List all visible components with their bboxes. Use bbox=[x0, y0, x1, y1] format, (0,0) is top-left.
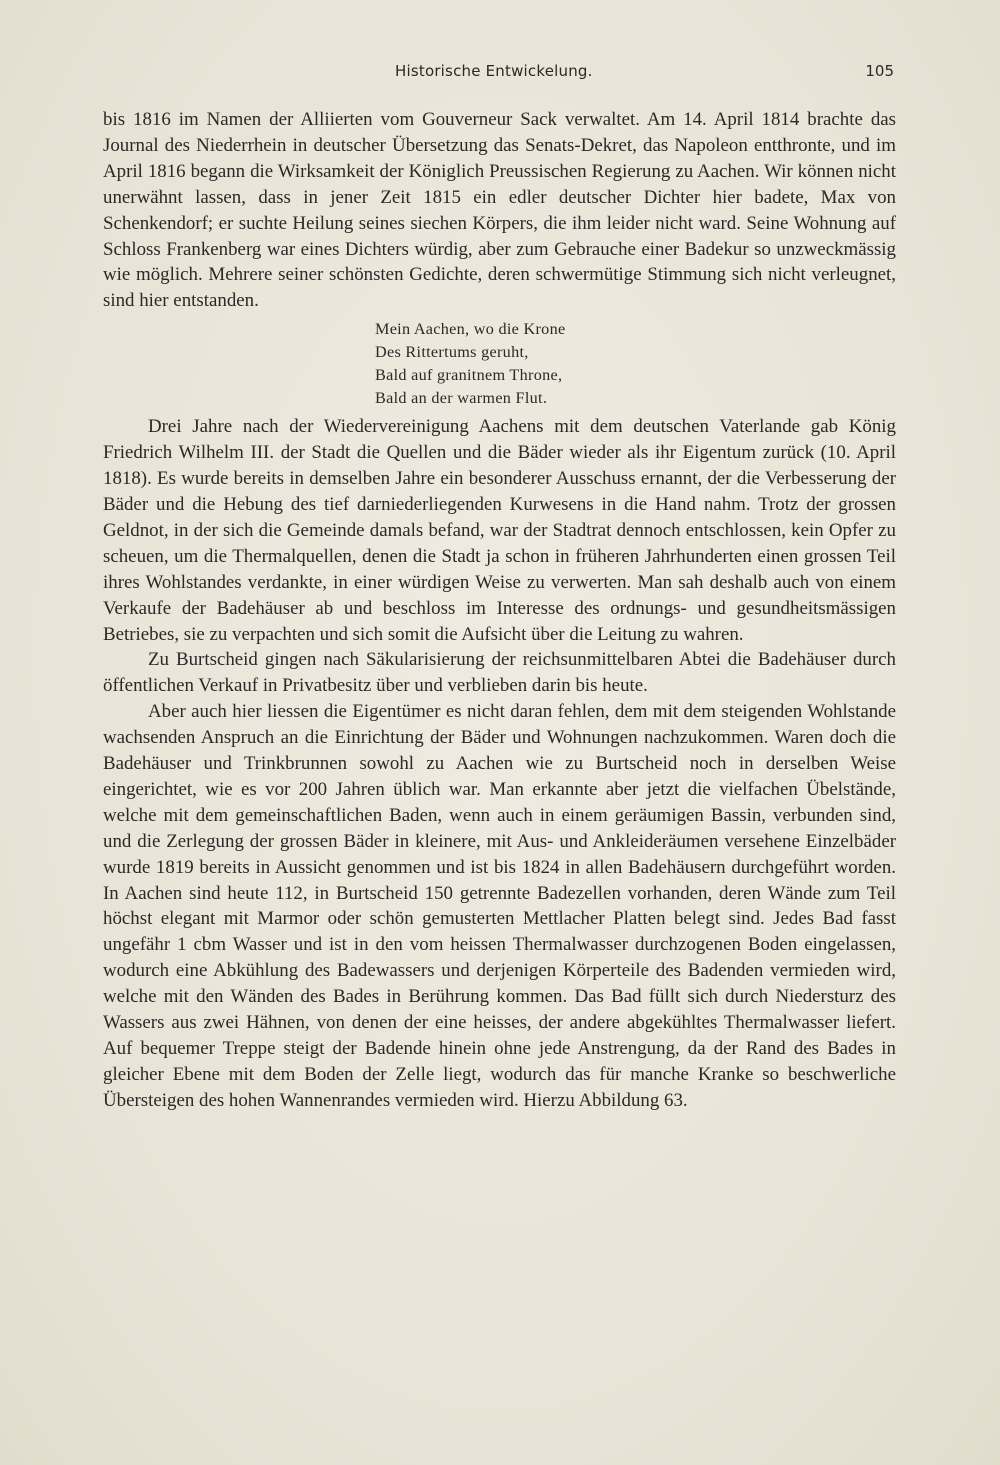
paragraph-bath-cells: Aber auch hier liessen die Eigentümer es nicht daran fehlen, dem mit dem steigenden Wohlstande wachsenden Anspruch an die Einrichtung der Bäder und Wohnungen nachzukommen. Waren doch die Badehäuser und Trinkbrunnen sowohl zu Aachen wie zu Burtscheid noch in derselben Weise eingerichtet, wie es vor 200 Jahren üblich war. Man erkannte aber jetzt die vielfachen Übelstände, welche mit dem gemeinschaftlichen Baden, wenn auch in einem geräumigen Bassin, verbunden sind, und die Zerlegung der grossen Bäder in kleinere, mit Aus- und Ankleideräumen versehene Einzelbäder wurde 1819 bereits in Aussicht genommen und ist bis 1824 in allen Badehäusern durchgeführt worden. In Aachen sind heute 112, in Burtscheid 150 getrennte Badezellen vorhanden, deren Wände zum Teil höchst elegant mit Marmor oder schön gemusterten Mettlacher Platten belegt sind. Jedes Bad fasst ungefähr 1 cbm Wasser und ist in den vom heissen Thermalwasser durchzogenen Boden eingelassen, wodurch eine Abkühlung des Badewassers und derjenigen Körperteile des Badenden vermieden wird, welche mit den Wänden des Bades in Berührung kommen. Das Bad füllt sich durch Niedersturz des Wassers aus zwei Hähnen, von denen der eine heisses, der andere abgekühltes Thermalwasser liefert. Auf bequemer Treppe steigt der Badende hinein ohne jede Anstrengung, da der Rand des Bades in gleicher Ebene mit dem Boden der Zelle liegt, wodurch das für manche Kranke so beschwerliche Übersteigen des hohen Wannenrandes vermieden wird. Hierzu Abbildung 63. bbox=[103, 701, 896, 1111]
page-number: 105 bbox=[865, 62, 894, 80]
running-title: Historische Entwickelung. bbox=[395, 62, 593, 80]
paragraph-continued: bis 1816 im Namen der Alliierten vom Gouverneur Sack verwaltet. Am 14. April 1814 brachte das Journal des Niederrhein in deutscher Übersetzung das Senats-Dekret, das Napoleon entthronte, und im April 1816 begann die Wirksamkeit der Königlich Preussischen Regierung zu Aachen. Wir können nicht unerwähnt lassen, dass in jener Zeit 1815 ein edler deutscher Dichter hier badete, Max von Schenkendorf; er suchte Heilung seines siechen Körpers, die ihm leider nicht ward. Seine Wohnung auf Schloss Frankenberg war eines Dichters würdig, aber zum Gebrauche einer Badekur so unzweckmässig wie möglich. Mehrere seiner schönsten Gedichte, deren schwermütige Stimmung sich nicht verleugnet, sind hier entstanden. bbox=[103, 109, 896, 312]
page-header bbox=[103, 62, 896, 86]
verse-line-1: Mein Aachen, wo die Krone bbox=[375, 320, 566, 339]
verse-line-4: Bald an der warmen Flut. bbox=[375, 389, 548, 408]
verse-line-3: Bald auf granitnem Throne, bbox=[375, 366, 563, 385]
body-text bbox=[103, 107, 896, 1114]
paragraph-reorganization: Drei Jahre nach der Wiedervereinigung Aachens mit dem deutschen Vaterlande gab König Friedrich Wilhelm III. der Stadt die Quellen und die Bäder wieder als ihr Eigentum zurück (10. April 1818). Es wurde bereits in demselben Jahre ein besonderer Ausschuss ernannt, der die Verbesserung der Bäder und die Hebung des tief darniederliegenden Kurwesens in die Hand nahm. Trotz der grossen Geldnot, in der sich die Gemeinde damals befand, war der Stadtrat dennoch entschlossen, kein Opfer zu scheuen, um die Thermalquellen, denen die Stadt ja schon in früheren Jahrhunderten einen grossen Teil ihres Wohlstandes verdankte, in einer würdigen Weise zu verwerten. Man sah deshalb auch von einem Verkaufe der Badehäuser ab und beschloss im Interesse des ordnungs- und gesundheitsmässigen Betriebes, sie zu verpachten und sich somit die Aufsicht über die Leitung zu wahren. bbox=[103, 416, 896, 645]
paragraph-burtscheid: Zu Burtscheid gingen nach Säkularisierung der reichsunmittelbaren Abtei die Badehäuser durch öffentlichen Verkauf in Privatbesitz über und verblieben darin bis heute. bbox=[103, 649, 896, 697]
poem-quote bbox=[375, 318, 896, 410]
verse-line-2: Des Rittertums geruht, bbox=[375, 343, 529, 362]
